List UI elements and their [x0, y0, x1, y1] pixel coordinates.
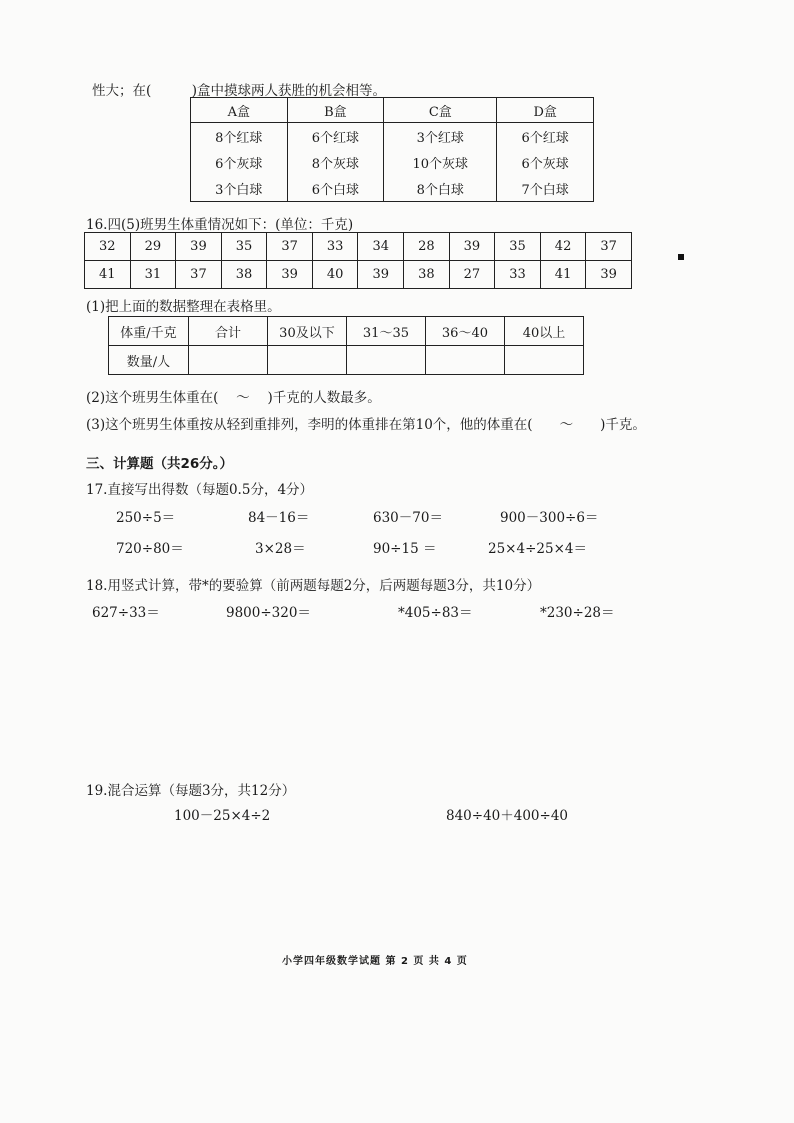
print-marker — [678, 254, 684, 260]
mental-calc: 90÷15 ＝ — [373, 541, 437, 557]
stat-answer-cell[interactable] — [267, 346, 346, 375]
box-header: A盒 — [191, 98, 288, 123]
weight-cell: 37 — [267, 233, 313, 261]
stat-header: 36～40 — [425, 317, 504, 346]
q16-part3: (3)这个班男生体重按从轻到重排列，李明的体重排在第10个，他的体重在( ～ )千克。 — [86, 417, 646, 433]
page-footer: 小学四年级数学试题 第 2 页 共 4 页 — [282, 956, 468, 967]
box-header: D盒 — [497, 98, 594, 123]
box-cell: 6个灰球 — [497, 149, 594, 175]
mental-calc: 250÷5＝ — [116, 510, 176, 526]
box-cell: 6个灰球 — [191, 149, 288, 175]
weight-cell: 28 — [404, 233, 450, 261]
mental-calc: 3×28＝ — [255, 541, 306, 557]
q16-part2: (2)这个班男生体重在( ～ )千克的人数最多。 — [86, 390, 381, 406]
box-header: B盒 — [287, 98, 384, 123]
weight-cell: 35 — [495, 233, 541, 261]
weight-cell: 39 — [449, 233, 495, 261]
mental-calc: 900－300÷6＝ — [500, 510, 599, 526]
weight-cell: 39 — [358, 261, 404, 289]
weight-cell: 34 — [358, 233, 404, 261]
box-cell: 3个白球 — [191, 175, 288, 202]
stat-answer-cell[interactable] — [504, 346, 583, 375]
weight-cell: 33 — [312, 233, 358, 261]
section-heading: 三、计算题（共26分。） — [86, 456, 234, 472]
mental-calc: 25×4÷25×4＝ — [488, 541, 587, 557]
box-cell: 10个灰球 — [384, 149, 497, 175]
weight-cell: 32 — [85, 233, 131, 261]
weight-stat-table — [108, 316, 584, 375]
weight-cell: 37 — [176, 261, 222, 289]
weight-cell: 39 — [586, 261, 632, 289]
box-cell: 8个白球 — [384, 175, 497, 202]
mixed-calc: 840÷40＋400÷40 — [446, 808, 569, 824]
q17-title: 17.直接写出得数（每题0.5分，4分） — [86, 482, 314, 498]
box-cell: 6个红球 — [497, 123, 594, 150]
stat-row-label: 数量/人 — [109, 346, 189, 375]
weight-cell: 41 — [540, 261, 586, 289]
box-cell: 7个白球 — [497, 175, 594, 202]
mixed-calc: 100－25×4÷2 — [174, 808, 271, 824]
weight-cell: 38 — [404, 261, 450, 289]
weight-cell: 40 — [312, 261, 358, 289]
weight-cell: 42 — [540, 233, 586, 261]
weight-cell: 39 — [176, 233, 222, 261]
vertical-calc: 9800÷320＝ — [226, 605, 311, 621]
weight-cell: 41 — [85, 261, 131, 289]
weight-cell: 38 — [221, 261, 267, 289]
stat-header: 30及以下 — [267, 317, 346, 346]
weight-cell: 35 — [221, 233, 267, 261]
stat-answer-cell[interactable] — [425, 346, 504, 375]
weight-cell: 31 — [130, 261, 176, 289]
box-cell: 3个红球 — [384, 123, 497, 150]
weight-cell: 29 — [130, 233, 176, 261]
weight-cell: 39 — [267, 261, 313, 289]
stat-answer-cell[interactable] — [346, 346, 425, 375]
mental-calc: 84－16＝ — [248, 510, 310, 526]
box-cell: 8个红球 — [191, 123, 288, 150]
stat-header: 31～35 — [346, 317, 425, 346]
box-cell: 6个白球 — [287, 175, 384, 202]
q16-title: 16.四(5)班男生体重情况如下：(单位：千克) — [86, 217, 354, 233]
ball-box-table — [190, 97, 594, 202]
weight-cell: 33 — [495, 261, 541, 289]
mental-calc: 630－70＝ — [373, 510, 443, 526]
box-cell: 8个灰球 — [287, 149, 384, 175]
vertical-calc: 627÷33＝ — [92, 605, 160, 621]
mental-calc: 720÷80＝ — [116, 541, 184, 557]
box-cell: 6个红球 — [287, 123, 384, 150]
weight-cell: 37 — [586, 233, 632, 261]
q19-title: 19.混合运算（每题3分，共12分） — [86, 783, 296, 799]
vertical-calc: *405÷83＝ — [398, 605, 473, 621]
stat-header: 体重/千克 — [109, 317, 189, 346]
vertical-calc: *230÷28＝ — [540, 605, 615, 621]
weight-data-table — [84, 232, 632, 289]
q16-part1: (1)把上面的数据整理在表格里。 — [86, 299, 281, 315]
q18-title: 18.用竖式计算，带*的要验算（前两题每题2分，后两题每题3分，共10分） — [86, 578, 541, 594]
weight-cell: 27 — [449, 261, 495, 289]
stat-answer-cell[interactable] — [189, 346, 268, 375]
stat-header: 合计 — [189, 317, 268, 346]
box-header: C盒 — [384, 98, 497, 123]
q15-tail: 性大；在( )盒中摸球两人获胜的机会相等。 — [92, 83, 387, 99]
stat-header: 40以上 — [504, 317, 583, 346]
